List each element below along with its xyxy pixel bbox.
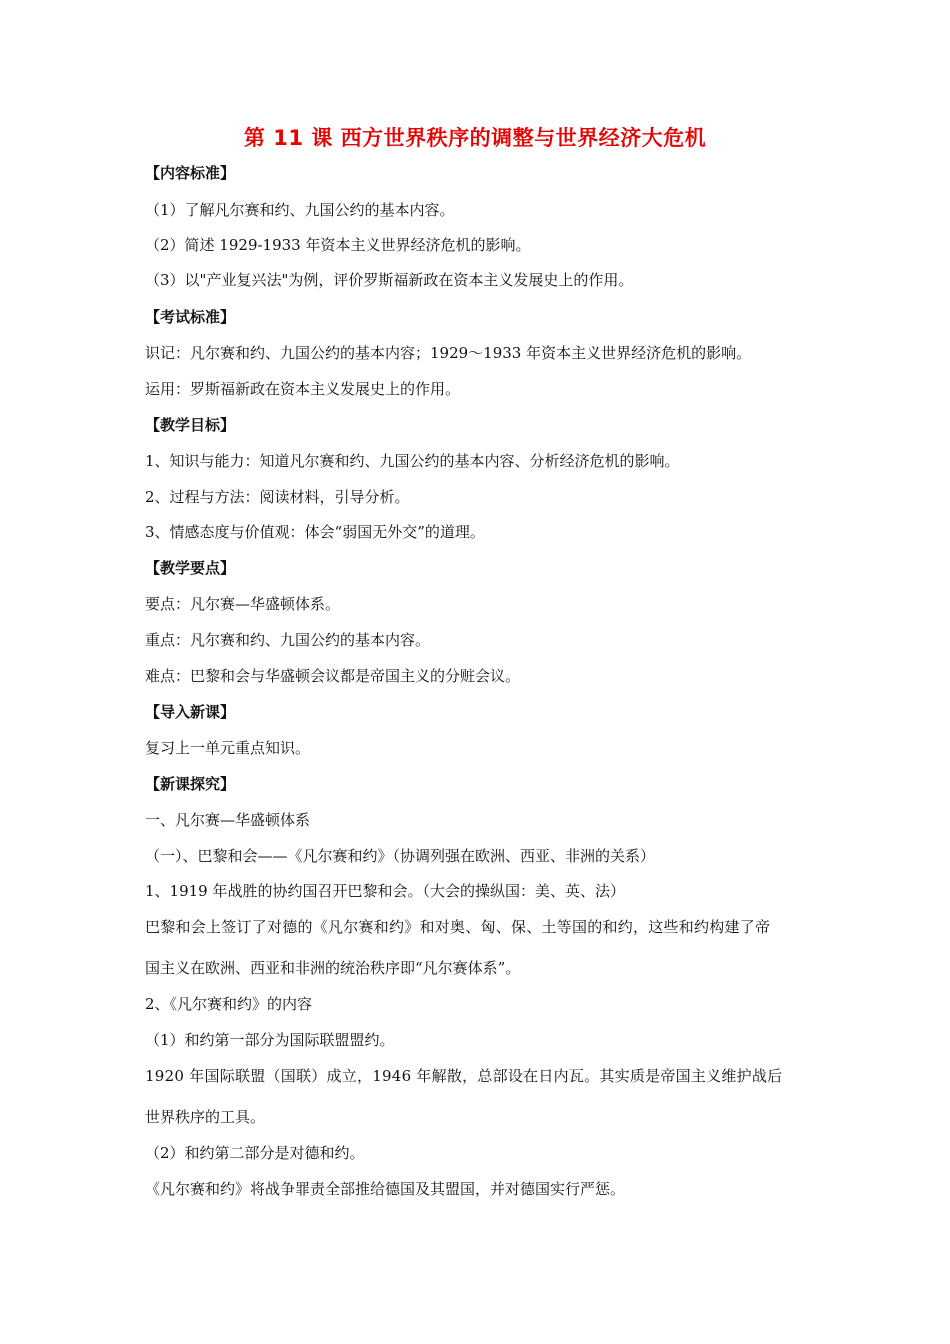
paragraph: （2）简述 1929-1933 年资本主义世界经济危机的影响。 bbox=[145, 236, 531, 254]
paragraph: （1）了解凡尔赛和约、九国公约的基本内容。 bbox=[145, 201, 455, 219]
paragraph: 1920 年国际联盟（国联）成立，1946 年解散，总部设在日内瓦。其实质是帝国主义维护战后 bbox=[145, 1067, 783, 1085]
paragraph: （3）以"产业复兴法"为例，评价罗斯福新政在资本主义发展史上的作用。 bbox=[145, 271, 634, 289]
paragraph: 世界秩序的工具。 bbox=[145, 1108, 266, 1126]
section-heading-intro: 【导入新课】 bbox=[145, 703, 236, 721]
section-heading-content-standard: 【内容标准】 bbox=[145, 164, 236, 182]
section-heading-teaching-goals: 【教学目标】 bbox=[145, 416, 236, 434]
paragraph: 国主义在欧洲、西亚和非洲的统治秩序即“凡尔赛体系”。 bbox=[145, 959, 521, 977]
paragraph: 1、知识与能力：知道凡尔赛和约、九国公约的基本内容、分析经济危机的影响。 bbox=[145, 452, 680, 470]
paragraph: 2、过程与方法：阅读材料，引导分析。 bbox=[145, 488, 410, 506]
paragraph: 运用：罗斯福新政在资本主义发展史上的作用。 bbox=[145, 380, 461, 398]
paragraph: 3、情感态度与价值观：体会“弱国无外交”的道理。 bbox=[145, 523, 485, 541]
paragraph: 2、《凡尔赛和约》的内容 bbox=[145, 995, 313, 1013]
paragraph: 难点：巴黎和会与华盛顿会议都是帝国主义的分赃会议。 bbox=[145, 667, 521, 685]
paragraph: 复习上一单元重点知识。 bbox=[145, 739, 311, 757]
paragraph: （1）和约第一部分为国际联盟盟约。 bbox=[145, 1031, 395, 1049]
paragraph: （2）和约第二部分是对德和约。 bbox=[145, 1144, 365, 1162]
paragraph: 重点：凡尔赛和约、九国公约的基本内容。 bbox=[145, 631, 431, 649]
paragraph: 《凡尔赛和约》将战争罪责全部推给德国及其盟国，并对德国实行严惩。 bbox=[145, 1180, 626, 1198]
paragraph: 要点：凡尔赛—华盛顿体系。 bbox=[145, 595, 341, 613]
paragraph: 识记：凡尔赛和约、九国公约的基本内容；1929～1933 年资本主义世界经济危机的影响。 bbox=[145, 344, 752, 362]
section-heading-exam-standard: 【考试标准】 bbox=[145, 308, 236, 326]
paragraph: 一、凡尔赛—华盛顿体系 bbox=[145, 811, 311, 829]
paragraph: （一）、巴黎和会——《凡尔赛和约》（协调列强在欧洲、西亚、非洲的关系） bbox=[145, 847, 656, 865]
section-heading-key-points: 【教学要点】 bbox=[145, 559, 236, 577]
paragraph: 1、1919 年战胜的协约国召开巴黎和会。（大会的操纵国：美、英、法） bbox=[145, 882, 625, 900]
section-heading-exploration: 【新课探究】 bbox=[145, 775, 236, 793]
page-title: 第 11 课 西方世界秩序的调整与世界经济大危机 bbox=[243, 126, 707, 150]
paragraph: 巴黎和会上签订了对德的《凡尔赛和约》和对奥、匈、保、土等国的和约，这些和约构建了帝 bbox=[145, 918, 771, 936]
